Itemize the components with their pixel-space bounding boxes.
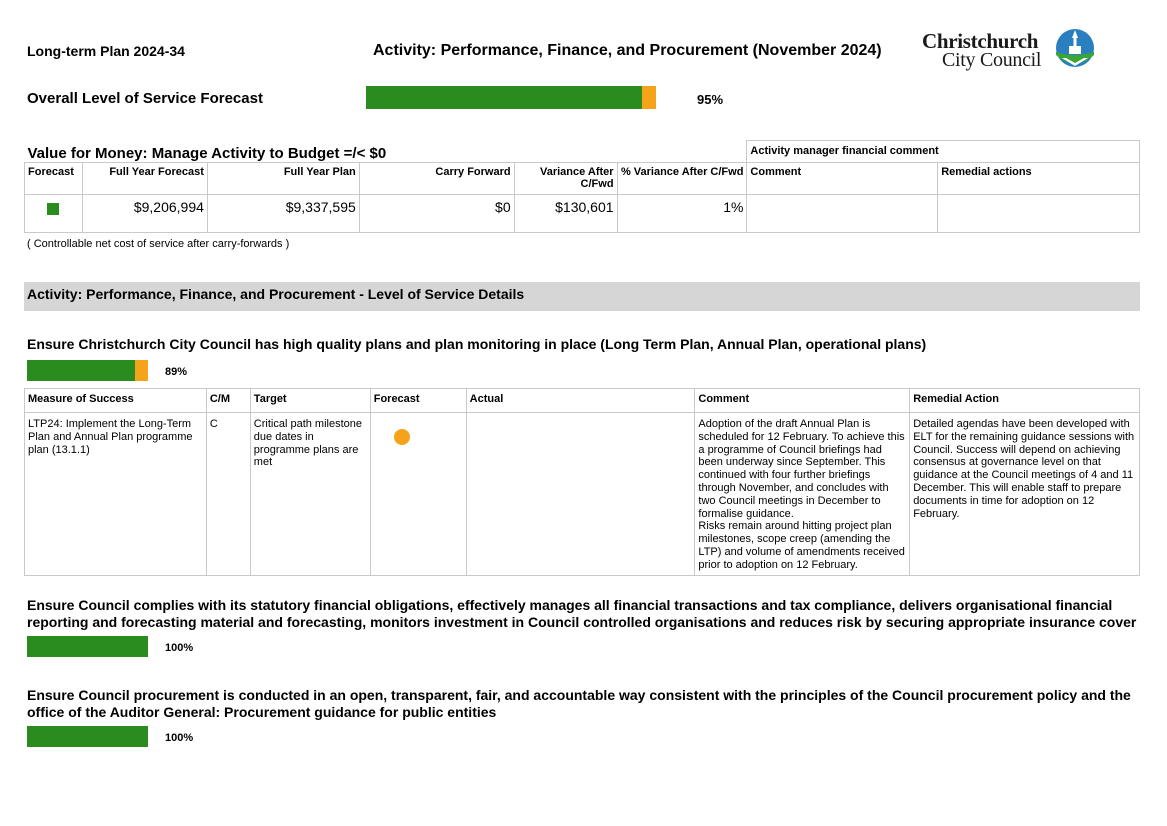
- col-remedial-action: Remedial Action: [910, 389, 1140, 413]
- target-cell: Critical path milestone due dates in programme plans are met: [250, 413, 370, 576]
- manager-comment-heading: Activity manager financial comment: [747, 141, 1140, 163]
- col-measure-comment: Comment: [695, 389, 910, 413]
- col-comment: Comment: [747, 162, 938, 194]
- logo-line1: Christchurch: [922, 29, 1039, 53]
- level-of-service-band: Activity: Performance, Finance, and Procurement - Level of Service Details: [24, 282, 1140, 311]
- comment-paragraph-2: Risks remain around hitting project plan milestones, scope creep (amending the LTP) and volume of amendments received prior to adoption on 12 February.: [698, 520, 905, 571]
- plan-title: Long-term Plan 2024-34: [27, 43, 185, 59]
- col-measure-forecast: Forecast: [370, 389, 466, 413]
- goal-3-progress-green: [27, 726, 148, 747]
- col-target: Target: [250, 389, 370, 413]
- col-pct-variance: % Variance After C/Fwd: [617, 162, 747, 194]
- forecast-cell: [370, 413, 466, 576]
- actual-cell: [466, 413, 695, 576]
- remedial-cell: Detailed agendas have been developed with ELT for the remaining guidance sessions with Council. Success will depend on achieving consensus at governance level on that guidance at the Council meetings of 4 and 11 December. This will enable staff to prepare documents in time for adoption on 12 February.: [910, 413, 1140, 576]
- comment-cell: [695, 413, 910, 576]
- col-full-year-forecast: Full Year Forecast: [82, 162, 207, 194]
- col-forecast: Forecast: [25, 162, 83, 194]
- goal-title-1: Ensure Christchurch City Council has high quality plans and plan monitoring in place (Long Term Plan, Annual Plan, operational plans): [27, 336, 927, 352]
- finance-note: ( Controllable net cost of service after carry-forwards ): [27, 238, 290, 250]
- comment-value: [747, 194, 938, 232]
- forecast-status-cell: [25, 194, 83, 232]
- value-for-money-title: Value for Money: Manage Activity to Budget =/< $0: [25, 141, 747, 163]
- overall-percent: 95%: [697, 92, 724, 107]
- green-status-square: [47, 203, 59, 215]
- col-actual: Actual: [466, 389, 695, 413]
- variance-after-value: $130,601: [514, 194, 617, 232]
- goal-3-progress-bar: [27, 726, 148, 747]
- carry-forward-value: $0: [359, 194, 514, 232]
- col-remedial: Remedial actions: [938, 162, 1140, 194]
- goal-1-percent: 89%: [165, 366, 188, 378]
- col-carry-forward: Carry Forward: [359, 162, 514, 194]
- col-cm: C/M: [206, 389, 250, 413]
- goal-title-3: Ensure Council procurement is conducted in an open, transparent, fair, and accountable way consistent with the principles of the Council procurement policy and the office of the Auditor General: Procurement guidance for public entities: [27, 687, 1131, 720]
- activity-title: Activity: Performance, Finance, and Procurement (November 2024): [373, 42, 882, 59]
- overall-progress-green: [366, 86, 642, 109]
- comment-paragraph-1: Adoption of the draft Annual Plan is scheduled for 12 February. To achieve this a programme of Council briefings had been underway since September. This continued with four further briefings through November, and concludes with two Council meetings in December to formalise guidance.: [698, 418, 905, 520]
- goal-1-progress-bar: [27, 360, 148, 381]
- finance-table: [24, 140, 1140, 233]
- col-measure: Measure of Success: [25, 389, 207, 413]
- overall-los-label: Overall Level of Service Forecast: [27, 90, 263, 107]
- goal-2-progress-green: [27, 636, 148, 657]
- full-year-plan-value: $9,337,595: [207, 194, 359, 232]
- measure-cell: LTP24: Implement the Long-Term Plan and Annual Plan programme plan (13.1.1): [25, 413, 207, 576]
- col-full-year-plan: Full Year Plan: [207, 162, 359, 194]
- goal-2-progress-bar: [27, 636, 148, 657]
- col-variance-after: Variance After C/Fwd: [514, 162, 617, 194]
- goal-2-percent: 100%: [165, 642, 194, 654]
- council-logo: [920, 27, 1098, 73]
- cm-cell: C: [206, 413, 250, 576]
- measure-table: [24, 388, 1140, 576]
- goal-1-progress-orange: [135, 360, 148, 381]
- overall-progress-bar: [366, 86, 656, 109]
- goal-1-progress-green: [27, 360, 135, 381]
- goal-title-2: Ensure Council complies with its statutory financial obligations, effectively manages all financial transactions and tax compliance, delivers organisational financial reporting and forecasting material and forecasting, monitors investment in Council controlled organisations and reduces risk by securing appropriate insurance cover: [27, 597, 1137, 630]
- pct-variance-value: 1%: [617, 194, 747, 232]
- remedial-value: [938, 194, 1140, 232]
- goal-3-percent: 100%: [165, 732, 194, 744]
- orange-status-dot: [394, 429, 410, 445]
- cathedral-logo-icon: [1054, 28, 1096, 70]
- full-year-forecast-value: $9,206,994: [82, 194, 207, 232]
- logo-line2: City Council: [942, 49, 1042, 71]
- overall-progress-orange: [642, 86, 657, 109]
- table-row: [25, 413, 1140, 576]
